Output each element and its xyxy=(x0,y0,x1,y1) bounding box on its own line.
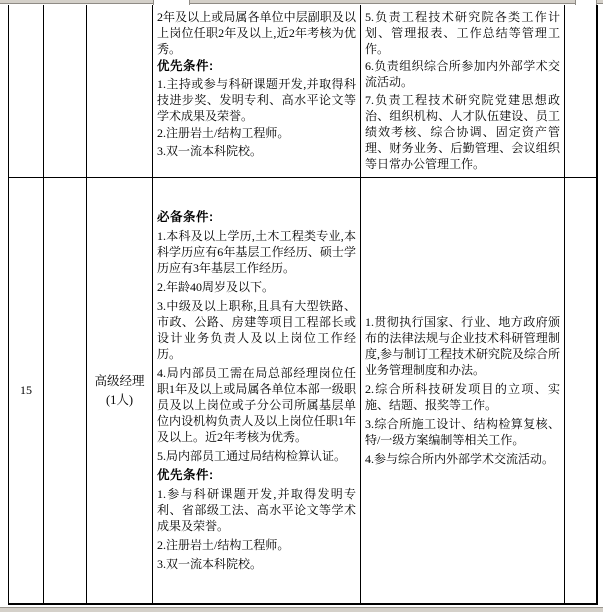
row2-duties-cell xyxy=(361,178,565,605)
row2-index-cell xyxy=(8,178,44,605)
requirement-paragraph: 1.本科及以上学历,土木工程类专业,本科学历应有6年基层工作经历、硕士学历应有3年基层工作经历。 xyxy=(157,229,356,275)
duty-paragraph: 4.参与综合所内外部学术交流活动。 xyxy=(365,452,555,466)
row1-index-cell xyxy=(8,5,44,178)
requirement-paragraph: 2.注册岩土/结构工程师。 xyxy=(157,538,290,552)
duty-paragraph: 5.负责工程技术研究院各类工作计划、管理报表、工作总结等管理工作。 xyxy=(365,9,560,56)
row1-requirements-cell xyxy=(153,5,361,178)
row1-position-cell xyxy=(87,5,153,178)
row2-dept-cell xyxy=(44,178,87,605)
preferred-conditions-heading: 优先条件: xyxy=(157,59,214,73)
requirement-paragraph: 3.双一流本科院校。 xyxy=(157,143,263,158)
requirement-paragraph: 3.中级及以上职称,且具有大型铁路、市政、公路、房建等项目工程部长或设计业务负责人及以上岗位工作经历。 xyxy=(157,299,356,361)
row2-requirements-cell xyxy=(153,178,361,605)
row2-remarks-cell xyxy=(565,178,598,605)
row1-remarks-cell xyxy=(565,5,598,178)
page-gap-bottom xyxy=(0,607,603,612)
requirement-paragraph: 1.参与科研课题开发,并取得发明专利、省部级工法、高水平论文等学术成果及荣誉。 xyxy=(157,487,356,533)
requirement-paragraph: 3.双一流本科院校。 xyxy=(157,557,263,571)
position-title: 高级经理 xyxy=(94,373,145,388)
duty-paragraph: 7.负责工程技术研究院党建思想政治、组织机构、人才队伍建设、员工绩效考核、综合协调、固定资产管理、财务业务、后勤管理、会议组织等日常办公管理工作。 xyxy=(365,92,560,171)
page-gap-top xyxy=(0,0,603,4)
requirement-paragraph: 2.注册岩土/结构工程师。 xyxy=(157,126,290,140)
duty-paragraph: 1.贯彻执行国家、行业、地方政府颁布的法律法规与企业技术科研管理制度,参与制订工程技术研究院及综合所业务管理制度和办法。 xyxy=(365,315,561,377)
requirement-paragraph: 2.年龄40周岁及以下。 xyxy=(157,280,275,294)
row1-duties-cell xyxy=(361,5,565,178)
duty-paragraph: 3.综合所施工设计、结构检算复核、特/一级方案编制等相关工作。 xyxy=(365,417,560,447)
row1-dept-cell xyxy=(44,5,87,178)
requirement-paragraph: 2年及以上或局属各单位中层副职及以上岗位任职2年及以上,近2年考核为优秀。 xyxy=(157,9,356,56)
requirement-paragraph: 5.局内部员工通过局结构检算认证。 xyxy=(157,449,347,463)
row2-position-cell xyxy=(87,178,153,605)
duty-paragraph: 2.综合所科技研发项目的立项、实施、结题、报奖等工作。 xyxy=(365,382,560,412)
preferred-conditions-heading: 优先条件: xyxy=(157,468,214,482)
duty-paragraph: 6.负责组织综合所参加内外部学术交流活动。 xyxy=(365,59,560,89)
required-conditions-heading: 必备条件: xyxy=(157,210,214,224)
requirement-paragraph: 4.局内部员工需在局总部经理岗位任职1年及以上或局属各单位本部一级职员及以上岗位或子分公司所属基层单位内设机构负责人及以上岗位任职1年及以上。近2年考核为优秀。 xyxy=(157,366,356,444)
post-number: 15 xyxy=(20,383,32,397)
position-headcount: (1人) xyxy=(105,392,134,407)
requirement-paragraph: 1.主持或参与科研课题开发,并取得科技进步奖、发明专利、高水平论文等学术成果及荣誉。 xyxy=(157,76,356,123)
